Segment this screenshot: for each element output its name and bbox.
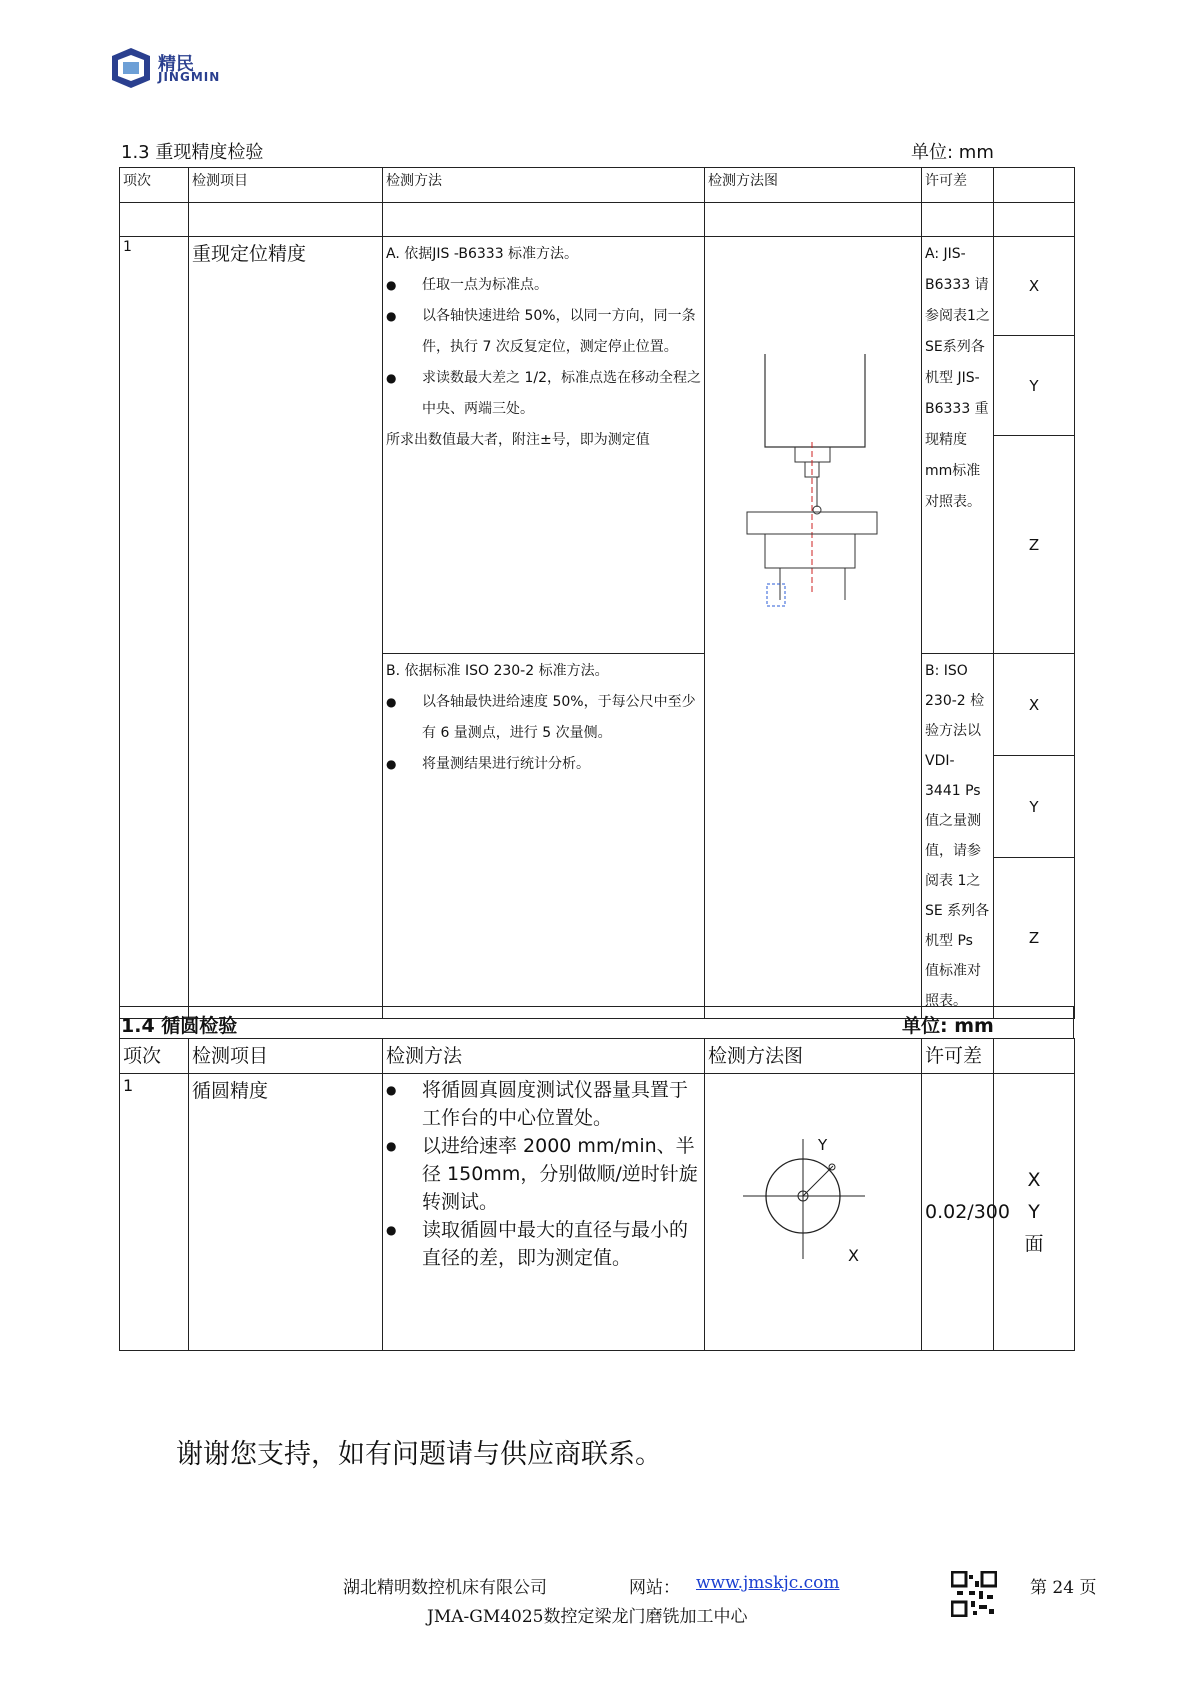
method-a-title: A. 依据JIS -B6333 标准方法。 (386, 246, 579, 262)
header-item: 检测项目 (189, 1039, 383, 1074)
circular-bullet-2: ● 以进给速率 2000 mm/min、半径 150mm，分别做顺/逆时针旋转测试。 (386, 1132, 701, 1216)
circular-tolerance: 0.02/300 (922, 1074, 994, 1351)
footer-company: 湖北精明数控机床有限公司 (343, 1578, 547, 1598)
header-no: 项次 (120, 168, 189, 203)
axis-a-z: Z (994, 436, 1075, 654)
circular-axes: X Y 面 (994, 1074, 1075, 1351)
circular-bullet-1: ● 将循圆真圆度测试仪器量具置于工作台的中心位置处。 (386, 1076, 701, 1132)
row-item: 重现定位精度 (189, 237, 383, 1019)
row-item: 循圆精度 (189, 1074, 383, 1351)
row-no: 1 (120, 1074, 189, 1351)
table-row (120, 1074, 1075, 1351)
table-row (120, 237, 1075, 336)
diagram-x-label: X (848, 1246, 859, 1265)
page-number: 第 24 页 (1030, 1578, 1097, 1598)
header-blank (994, 168, 1075, 203)
header-tolerance: 许可差 (922, 168, 994, 203)
circular-diagram-cell (705, 1074, 922, 1351)
header-method: 检测方法 (383, 168, 705, 203)
spindle-diagram-icon (705, 352, 921, 772)
method-b (383, 654, 705, 1019)
circular-method (383, 1074, 705, 1351)
axis-b-y: Y (994, 756, 1075, 858)
method-b-bullet-1: ● 以各轴最快进给速度 50%，于每公尺中至少有 6 量测点，进行 5 次量侧。 (386, 687, 701, 749)
logo-english: JINGMIN (158, 70, 221, 84)
method-b-title: B. 依据标准 ISO 230-2 标准方法。 (386, 663, 609, 679)
method-a-note: 所求出数值最大者，附注±号，即为测定值 (386, 432, 650, 448)
tolerance-b: B: ISO 230-2 检验方法以 VDI-3441 Ps 值之量测值，请参阅表 1之 SE 系列各机型 Ps 值标准对照表。 (922, 654, 994, 1019)
method-b-bullet-2: ● 将量测结果进行统计分析。 (386, 749, 701, 780)
circle-test-diagram-icon (705, 1134, 921, 1284)
website-link[interactable]: www.jmskjc.com (696, 1573, 840, 1593)
logo-chinese: 精民 (158, 54, 194, 75)
footer-site-label: 网站： (629, 1578, 680, 1598)
axis-b-x: X (994, 654, 1075, 756)
method-a-bullet-1: ● 任取一点为标准点。 (386, 270, 701, 301)
section-14-unit: 单位: mm (902, 1015, 994, 1037)
table-header-row (120, 168, 1075, 203)
header-no: 项次 (120, 1039, 189, 1074)
header-diagram: 检测方法图 (705, 1039, 922, 1074)
logo-mark-icon (108, 48, 154, 88)
footer-model: JMA-GM4025数控定梁龙门磨铣加工中心 (427, 1607, 748, 1627)
header-tolerance: 许可差 (922, 1039, 994, 1074)
section-14-title: 1.4 循圆检验 (121, 1015, 238, 1037)
method-diagram-cell (705, 237, 922, 1019)
table-spacer-row (120, 203, 1075, 237)
method-a (383, 237, 705, 654)
table-header-row (120, 1039, 1075, 1074)
header-blank (994, 1039, 1075, 1074)
header-diagram: 检测方法图 (705, 168, 922, 203)
axis-b-z: Z (994, 858, 1075, 1019)
thanks-message: 谢谢您支持，如有问题请与供应商联系。 (176, 1439, 662, 1470)
method-a-bullet-3: ● 求读数最大差之 1/2，标准点选在移动全程之中央、两端三处。 (386, 363, 701, 425)
company-logo (108, 48, 248, 88)
section-14-title-box (119, 1006, 1074, 1038)
section-13-title: 1.3 重现精度检验 (121, 142, 264, 163)
header-method: 检测方法 (383, 1039, 705, 1074)
row-no: 1 (120, 237, 189, 1019)
repeat-accuracy-table (119, 167, 1075, 1019)
tolerance-a: A: JIS-B6333 请参阅表1之 SE系列各机型 JIS-B6333 重现精度mm标准对照表。 (922, 237, 994, 654)
axis-a-x: X (994, 237, 1075, 336)
circular-test-table (119, 1038, 1075, 1351)
circular-bullet-3: ● 读取循圆中最大的直径与最小的直径的差，即为测定值。 (386, 1216, 701, 1272)
qr-code-icon (951, 1571, 997, 1617)
header-item: 检测项目 (189, 168, 383, 203)
axis-a-y: Y (994, 336, 1075, 436)
diagram-y-label: Y (818, 1136, 828, 1154)
section-13-unit: 单位: mm (911, 142, 994, 163)
method-a-bullet-2: ● 以各轴快速进给 50%，以同一方向，同一条件，执行 7 次反复定位，测定停止位置。 (386, 301, 701, 363)
